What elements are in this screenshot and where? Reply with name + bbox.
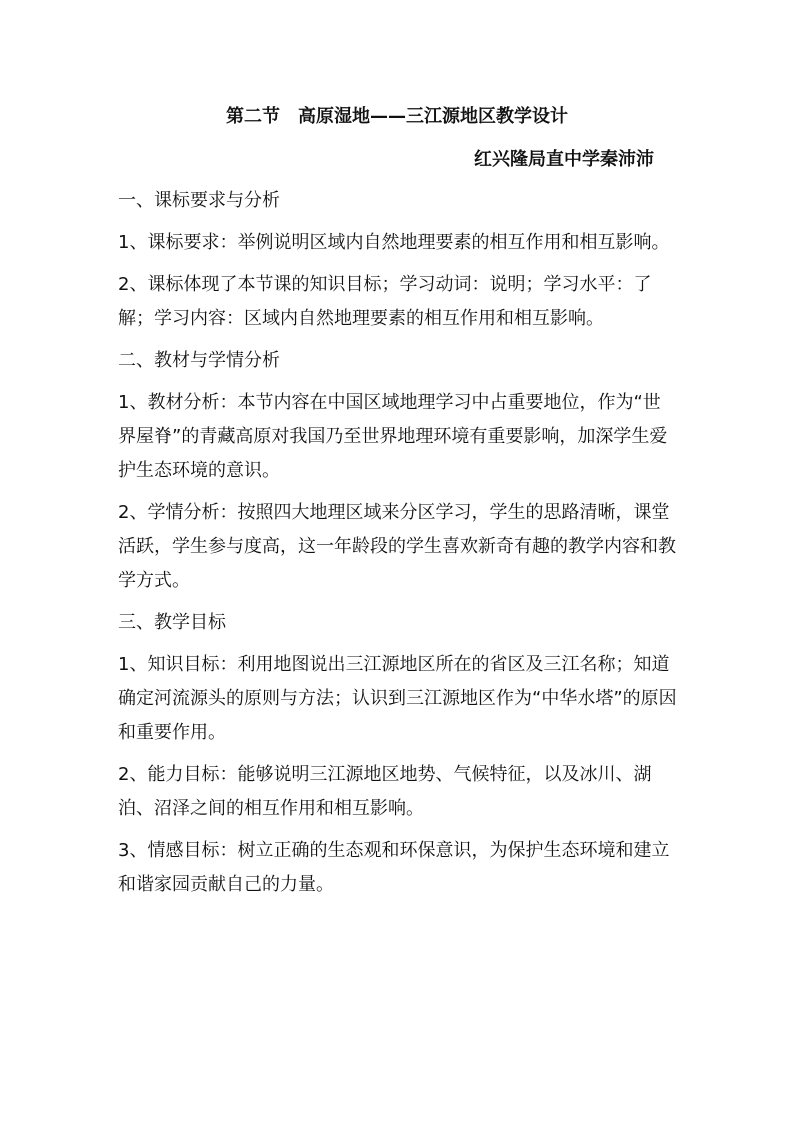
document-title: 第二节 高原湿地——三江源地区教学设计	[226, 106, 568, 127]
paragraph-standard-requirement: 1、课标要求：举例说明区域内自然地理要素的相互作用和相互影响。	[118, 232, 670, 253]
section-heading-3: 三、教学目标	[118, 612, 226, 633]
paragraph-emotion-goal: 3、情感目标：树立正确的生态观和环保意识，为保护生态环境和建立和谐家园贡献自己的力量。	[118, 840, 670, 895]
document-body	[118, 184, 678, 910]
section-heading-2: 二、教材与学情分析	[118, 350, 280, 371]
section-heading-1: 一、课标要求与分析	[118, 190, 280, 211]
paragraph-textbook-analysis: 1、教材分析：本节内容在中国区域地理学习中占重要地位，作为“世界屋脊”的青藏高原对我国乃至世界地理环境有重要影响，加深学生爱护生态环境的意识。	[118, 392, 668, 481]
paragraph-ability-goal: 2、能力目标：能够说明三江源地区地势、气候特征，以及冰川、湖泊、沼泽之间的相互作用和相互影响。	[118, 764, 652, 819]
paragraph-standard-analysis: 2、课标体现了本节课的知识目标；学习动词：说明；学习水平：了解；学习内容：区域内自然地理要素的相互作用和相互影响。	[118, 274, 652, 329]
paragraph-learner-analysis: 2、学情分析：按照四大地理区域来分区学习，学生的思路清晰，课堂活跃，学生参与度高，这一年龄段的学生喜欢新奇有趣的教学内容和教学方式。	[118, 502, 676, 591]
paragraph-knowledge-goal: 1、知识目标：利用地图说出三江源地区所在的省区及三江名称；知道确定河流源头的原则与方法；认识到三江源地区作为“中华水塔”的原因和重要作用。	[118, 654, 677, 743]
document-author: 红兴隆局直中学秦沛沛	[474, 149, 654, 170]
